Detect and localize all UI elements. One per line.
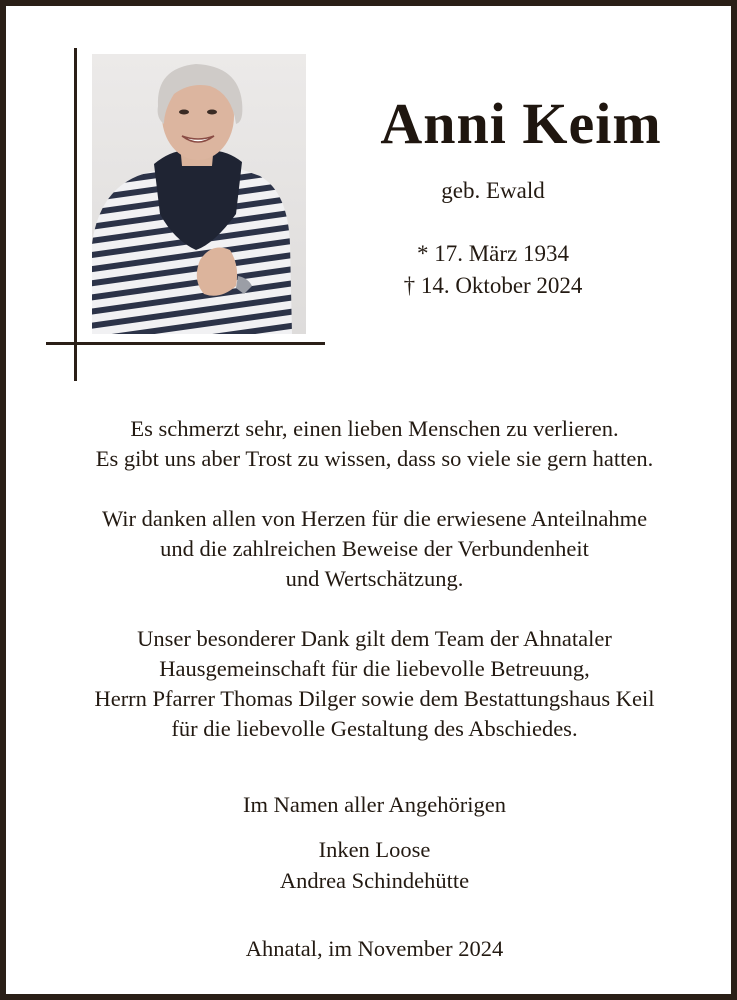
text-line: und Wertschätzung. bbox=[285, 566, 464, 591]
text-line: für die liebevolle Gestaltung des Abschiedes. bbox=[171, 716, 578, 741]
birth-name: geb. Ewald bbox=[441, 178, 545, 203]
death-date: † 14. Oktober 2024 bbox=[403, 273, 583, 298]
birth-date: * 17. März 1934 bbox=[416, 241, 570, 266]
frame-vertical-line bbox=[74, 48, 77, 381]
place-date: Ahnatal, im November 2024 bbox=[245, 936, 504, 961]
text-line: Es schmerzt sehr, einen lieben Menschen zu verlieren. bbox=[130, 416, 619, 441]
deceased-name: Anni Keim bbox=[380, 91, 662, 156]
message-paragraph-3 bbox=[26, 624, 723, 744]
portrait-photo bbox=[92, 54, 306, 334]
signer-name: Inken Loose bbox=[318, 837, 431, 862]
closing-line: Im Namen aller Angehörigen bbox=[242, 792, 507, 817]
signer-name: Andrea Schindehütte bbox=[279, 868, 470, 893]
message-paragraph-1 bbox=[26, 414, 723, 474]
text-line: Wir danken allen von Herzen für die erwiesene Anteilnahme bbox=[101, 506, 648, 531]
text-line: Es gibt uns aber Trost zu wissen, dass so viele sie gern hatten. bbox=[95, 446, 654, 471]
life-dates bbox=[316, 238, 670, 302]
text-line: Herrn Pfarrer Thomas Dilger sowie dem Bestattungshaus Keil bbox=[94, 686, 655, 711]
frame-horizontal-line bbox=[46, 342, 325, 345]
text-line: und die zahlreichen Beweise der Verbundenheit bbox=[160, 536, 589, 561]
signers bbox=[26, 834, 723, 896]
text-line: Unser besonderer Dank gilt dem Team der Ahnataler bbox=[137, 626, 612, 651]
message-paragraph-2 bbox=[26, 504, 723, 594]
text-line: Hausgemeinschaft für die liebevolle Betreuung, bbox=[159, 656, 590, 681]
